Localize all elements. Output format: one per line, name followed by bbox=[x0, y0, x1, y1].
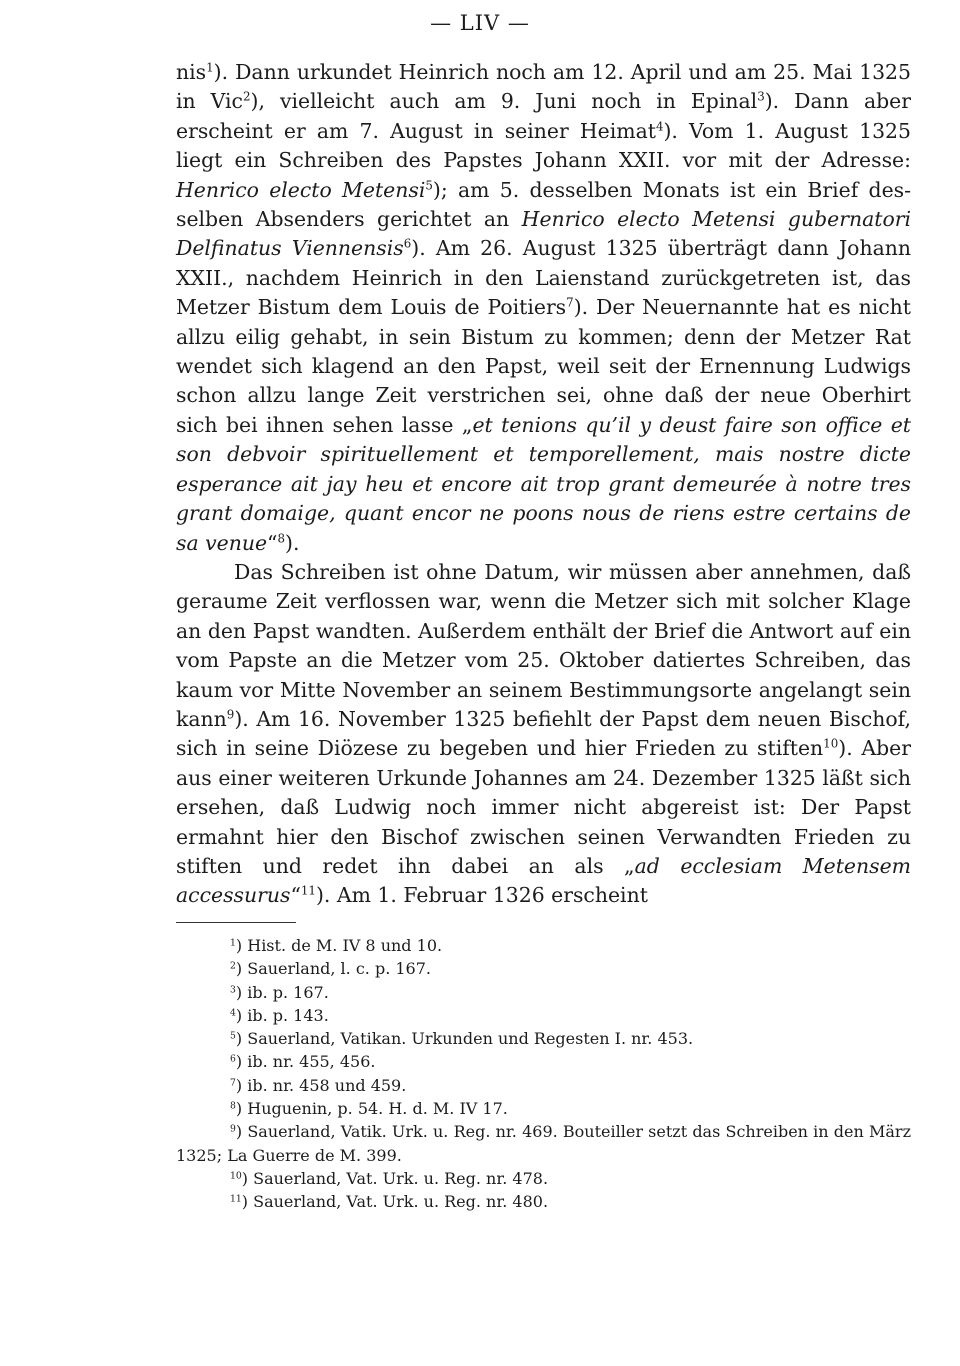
footnote bbox=[176, 981, 911, 1004]
footnote-ref: 3 bbox=[757, 90, 765, 105]
footnote-number: 9 bbox=[230, 1123, 236, 1135]
footnote-number: 1 bbox=[230, 937, 236, 949]
footnote-ref: 10 bbox=[823, 737, 839, 752]
italic-quote: Henrico electo Metensi gubernatori Delfinatus Viennensis bbox=[176, 207, 911, 261]
footnote bbox=[176, 1074, 911, 1097]
footnote bbox=[176, 1027, 911, 1050]
italic-quote: et tenions qu’il y deust faire son office et son debvoir spirituellement et temporellement, mais nostre dicte esperance ait jay heu et encore ait trop grant demeurée à notre tres grant domaige, quant encor ne poons nous de riens estre certains de sa venue bbox=[176, 412, 911, 555]
footnote-ref: 2 bbox=[242, 90, 251, 105]
paragraph bbox=[176, 58, 911, 558]
footnote-text: ) ib. nr. 458 und 459. bbox=[235, 1075, 407, 1095]
italic-quote: ad ecclesiam Metensem accessurus bbox=[176, 853, 911, 908]
footnote-number: 2 bbox=[230, 960, 236, 972]
footnote-text: ) ib. nr. 455, 456. bbox=[235, 1052, 376, 1072]
text-run: ). bbox=[285, 530, 300, 555]
text-run: ), vielleicht auch am 9. Juni noch in Epinal bbox=[250, 89, 758, 114]
footnote-text: ) ib. p. 167. bbox=[235, 982, 329, 1002]
footnote-ref: 8 bbox=[277, 531, 285, 546]
footnote-text: ) Sauerland, Vatikan. Urkunden und Regesten I. nr. 453. bbox=[235, 1029, 694, 1049]
footnote bbox=[176, 1097, 911, 1120]
text-run: ); am 5. desselben Monats ist ein Brief desselben Absenders gerichtet an bbox=[176, 177, 912, 232]
italic-quote: Henrico electo Metensi bbox=[176, 177, 426, 202]
footnote-number: 4 bbox=[230, 1007, 236, 1019]
body-text bbox=[176, 58, 911, 911]
footnote-ref: 11 bbox=[300, 884, 316, 899]
footnote-text: ) ib. p. 143. bbox=[235, 1005, 329, 1025]
footnote-number: 10 bbox=[230, 1170, 242, 1182]
footnote-number: 7 bbox=[230, 1077, 236, 1089]
footnote-number: 5 bbox=[230, 1030, 236, 1042]
page-header: — LIV — bbox=[430, 11, 530, 35]
footnote-ref: 1 bbox=[206, 60, 214, 75]
footnote-number: 3 bbox=[230, 983, 236, 995]
footnote bbox=[176, 1167, 911, 1190]
text-run: ). Aber aus einer weiteren Urkunde Johannes am 24. Dezember 1325 läßt sich ersehen, daß Ludwig noch immer nicht abgereist ist: Der Papst ermahnt hier den Bischof zwischen seinen Verwandten Frieden zu stiften und redet ihn dabei an als „ bbox=[176, 736, 911, 878]
footnote-ref: 9 bbox=[226, 707, 235, 722]
footnote bbox=[176, 1004, 911, 1027]
text-run: ). Vom 1. August 1325 liegt ein Schreiben des Papstes Johann XXII. vor mit der Adresse: bbox=[176, 118, 911, 173]
text-run: nis bbox=[176, 60, 207, 84]
footnote-text: ) Sauerland, Vat. Urk. u. Reg. nr. 478. bbox=[241, 1168, 549, 1188]
text-run: ). Dann aber erscheint er am 7. August in seiner Heimat bbox=[176, 89, 911, 143]
paragraph bbox=[176, 558, 911, 911]
text-run: ). Dann urkundet Heinrich noch am 12. April und am 25. Mai 1325 in Vic bbox=[176, 60, 911, 114]
footnote bbox=[176, 957, 911, 980]
footnote bbox=[176, 1050, 911, 1073]
text-run: ). Am 26. August 1325 überträgt dann Johann XXII., nachdem Heinrich in den Laienstand zurückgetreten ist, das Metzer Bistum dem Louis de Poitiers bbox=[176, 236, 912, 320]
footnote-number: 11 bbox=[230, 1193, 242, 1205]
footnote bbox=[176, 1120, 911, 1167]
footnote-ref: 5 bbox=[425, 178, 433, 193]
footnote-text: ) Sauerland, Vat. Urk. u. Reg. nr. 480. bbox=[241, 1192, 549, 1212]
footnote-text: ) Hist. de M. IV 8 und 10. bbox=[235, 936, 443, 955]
footnote bbox=[176, 934, 911, 957]
text-run: ). Der Neuernannte hat es nicht allzu eilig gehabt, in sein Bistum zu kommen; denn der Metzer Rat wendet sich klagend an den Papst, weil seit der Ernennung Ludwigs schon allzu lange Zeit verstrichen sei, ohne daß der neue Oberhirt sich bei ihnen sehen lasse „ bbox=[176, 295, 911, 437]
footnote-text: ) Sauerland, Vatik. Urk. u. Reg. nr. 469. Bouteiller setzt das Schreiben in den März 1325; La Guerre de M. 399. bbox=[176, 1122, 911, 1165]
footnote-ref: 6 bbox=[403, 237, 412, 252]
text-run: ). Am 16. November 1325 befiehlt der Papst dem neuen Bischof, sich in seine Diözese zu begeben und hier Frieden zu stiften bbox=[176, 706, 911, 761]
footnote bbox=[176, 1190, 911, 1213]
text-run: Das Schreiben ist ohne Datum, wir müssen aber annehmen, daß geraume Zeit verflossen war, wenn die Metzer sich mit solcher Klage an den Papst wandten. Außerdem enthält der Brief die Antwort auf ein vom Papste an die Metzer vom 25. Oktober datiertes Schreiben, das kaum vor Mitte November an seinem Bestimmungsorte angelangt sein kann bbox=[176, 559, 911, 731]
text-run: “ bbox=[267, 530, 278, 555]
footnote-number: 6 bbox=[230, 1053, 236, 1065]
footnote-ref: 7 bbox=[566, 295, 574, 310]
footnote-ref: 4 bbox=[655, 119, 664, 134]
footnote-text: ) Huguenin, p. 54. H. d. M. IV 17. bbox=[235, 1099, 508, 1119]
text-run: ). Am 1. Februar 1326 erscheint bbox=[315, 883, 648, 908]
text-run: “ bbox=[290, 883, 301, 908]
footnotes bbox=[176, 934, 911, 1214]
footnote-text: ) Sauerland, l. c. p. 167. bbox=[235, 959, 431, 979]
footnote-divider bbox=[176, 922, 296, 923]
footnote-number: 8 bbox=[230, 1100, 236, 1112]
